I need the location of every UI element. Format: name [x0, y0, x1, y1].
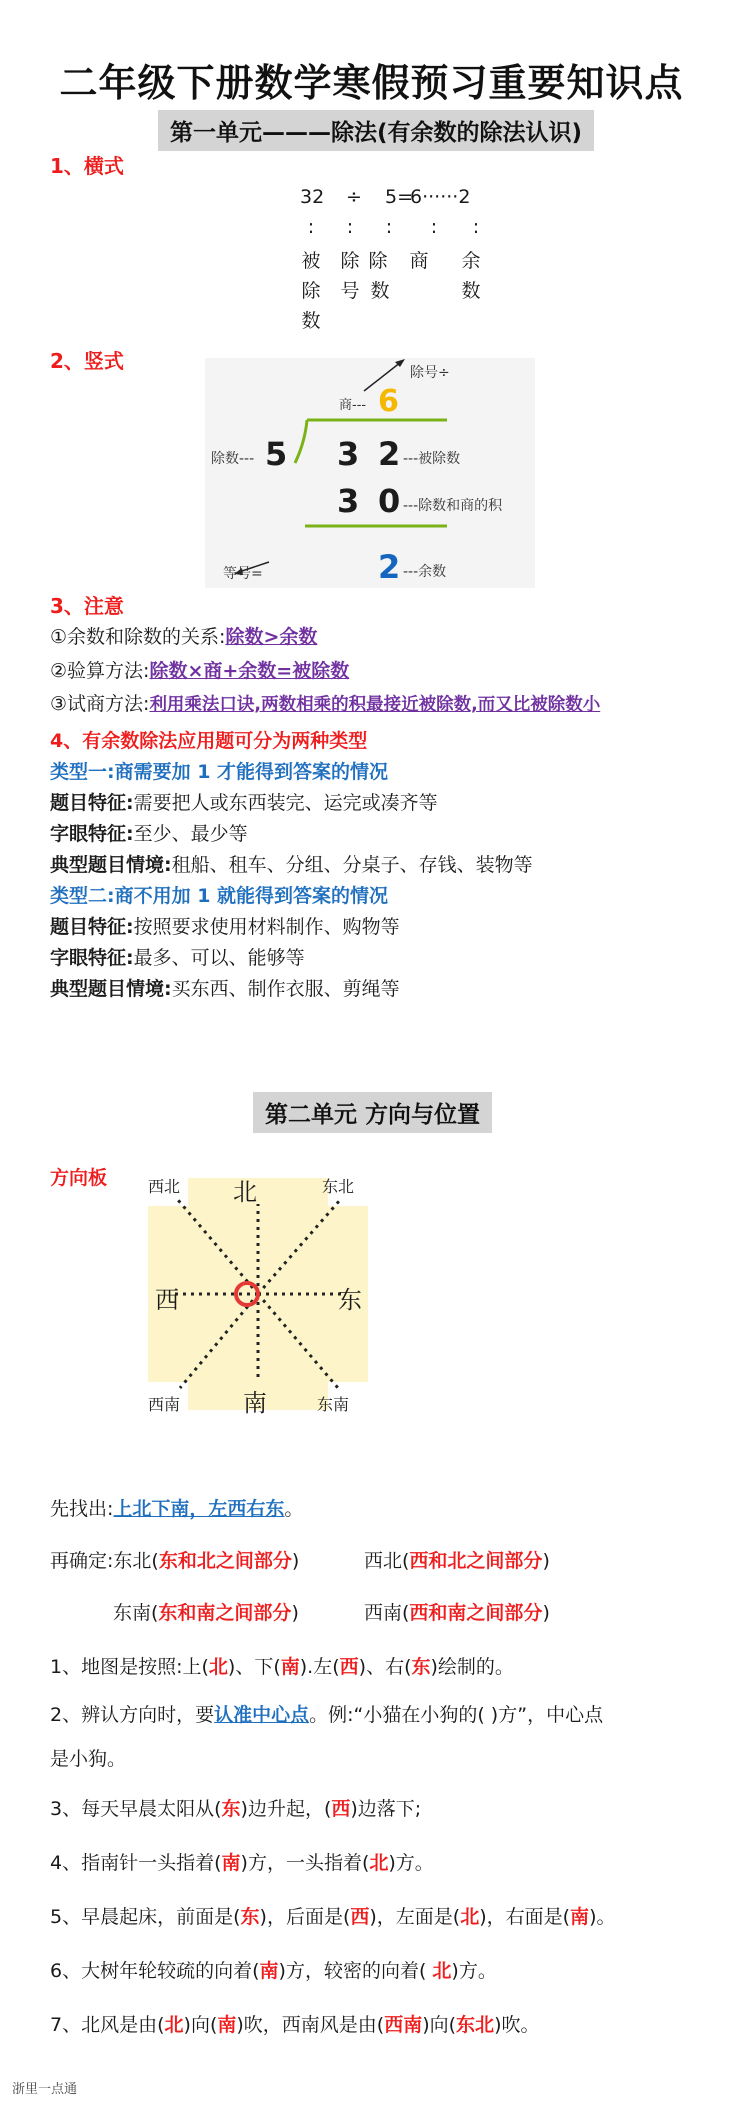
- term-label: 除: [340, 250, 360, 272]
- question-5: [50, 1902, 615, 1929]
- section-vertical-heading: 2、竖式: [50, 349, 124, 373]
- eq-divisor: 5=: [385, 186, 414, 208]
- note-value: 利用乘法口诀,两数相乘的积最接近被除数,而又比被除数小: [149, 695, 601, 715]
- question-text: )向(: [183, 2014, 218, 2036]
- answer: 北: [432, 1960, 452, 1982]
- answer: 北: [164, 2014, 184, 2036]
- vertical-division-diagram: [205, 358, 535, 588]
- rule-label: 东南(: [113, 1602, 159, 1624]
- rule-value: 东和北之间部分: [158, 1550, 292, 1572]
- note-remainder-rule: [50, 622, 317, 649]
- term-label: 商: [409, 250, 429, 272]
- type1-title: 类型一:商需要加 1 才能得到答案的情况: [50, 761, 389, 783]
- rule-value: 东和南之间部分: [158, 1602, 292, 1624]
- question-text: )方。: [451, 1960, 497, 1982]
- question-text: )，左面是(: [369, 1906, 461, 1928]
- direction-board-title: 方向板: [50, 1167, 108, 1189]
- equals-label: 等号=: [223, 566, 263, 582]
- rule-value: 西和南之间部分: [409, 1602, 543, 1624]
- quotient-label: 商---: [339, 398, 367, 413]
- field-label: 典型题目情境:: [50, 854, 172, 876]
- question-text: ).左(: [299, 1656, 340, 1678]
- question-1: [50, 1652, 514, 1679]
- field-value: 最多、可以、能够等: [133, 947, 305, 969]
- question-text: 1、地图是按照:上(: [50, 1656, 209, 1678]
- type1-keyword: [50, 819, 248, 846]
- question-text: )边落下;: [350, 1798, 422, 1820]
- question-text: 4、指南针一头指着(: [50, 1852, 222, 1874]
- question-text: )方。: [388, 1852, 434, 1874]
- rule-label: 西北(: [364, 1550, 410, 1572]
- field-label: 题目特征:: [50, 916, 134, 938]
- field-label: 题目特征:: [50, 792, 134, 814]
- answer: 南: [280, 1656, 300, 1678]
- field-value: 按照要求使用材料制作、购物等: [133, 916, 400, 938]
- rule-suffix: ): [291, 1602, 299, 1624]
- type2-keyword: [50, 943, 305, 970]
- rule-label: 先找出:: [50, 1498, 114, 1520]
- note-label: ②验算方法:: [50, 660, 150, 682]
- divisor-label: 除数---: [211, 451, 255, 467]
- direction-southeast: 东南: [317, 1395, 350, 1414]
- question-2: [50, 1700, 603, 1727]
- section-horizontal-heading: 1、横式: [50, 154, 124, 178]
- term-label: 除: [301, 280, 321, 302]
- question-text: )吹，西南风是由(: [236, 2014, 385, 2036]
- note-value: 除数×商+余数=被除数: [149, 660, 350, 682]
- direction-west: 西: [155, 1286, 179, 1314]
- type1-scene: [50, 850, 533, 877]
- answer: 南: [259, 1960, 279, 1982]
- direction-northeast: 东北: [322, 1177, 355, 1196]
- answer: 南: [217, 2014, 237, 2036]
- answer: 认准中心点: [214, 1704, 310, 1726]
- rule-suffix: ): [542, 1602, 550, 1624]
- answer: 南: [570, 1906, 590, 1928]
- note-label: ①余数和除数的关系:: [50, 626, 226, 648]
- colon-mark: :: [385, 216, 393, 238]
- question-3: [50, 1794, 421, 1821]
- question-text: )方，较密的向着(: [278, 1960, 433, 1982]
- question-text: )向(: [422, 2014, 457, 2036]
- field-value: 买东西、制作衣服、剪绳等: [171, 978, 400, 1000]
- section-notes-heading: 3、注意: [50, 594, 124, 618]
- answer: 西南: [384, 2014, 423, 2036]
- section-word-problems-heading: 4、有余数除法应用题可分为两种类型: [50, 730, 368, 752]
- question-2-continued: 是小狗。: [50, 1748, 127, 1770]
- question-text: )，右面是(: [479, 1906, 571, 1928]
- answer: 北: [460, 1906, 480, 1928]
- term-label: 除: [368, 250, 388, 272]
- divisor-digit: 5: [265, 435, 288, 473]
- remainder-digit: 2: [378, 548, 401, 586]
- question-text: )边升起，(: [240, 1798, 332, 1820]
- colon-mark: :: [430, 216, 438, 238]
- question-text: )，后面是(: [259, 1906, 351, 1928]
- term-label: 余: [461, 250, 481, 272]
- question-text: 7、北风是由(: [50, 2014, 165, 2036]
- divide-sign-label: 除号÷: [410, 365, 450, 381]
- eq-quotient-remainder: 6······2: [410, 186, 471, 208]
- rule-value: 上北下南，左西右东: [113, 1498, 285, 1520]
- colon-mark: :: [307, 216, 315, 238]
- eq-dividend: 32: [300, 186, 325, 208]
- confirm-northeast: [50, 1546, 299, 1573]
- note-value: 除数>余数: [225, 626, 318, 648]
- unit2-heading: 第二单元 方向与位置: [253, 1092, 492, 1133]
- page-title: 二年级下册数学寒假预习重要知识点: [59, 61, 684, 105]
- rule-label: 再确定:东北(: [50, 1550, 159, 1572]
- field-value: 租船、租车、分组、分桌子、存钱、装物等: [171, 854, 533, 876]
- confirm-northwest: [364, 1546, 550, 1573]
- colon-mark: :: [346, 216, 354, 238]
- term-label: 数: [301, 310, 321, 332]
- dividend-label: ---被除数: [403, 451, 461, 467]
- answer: 西: [331, 1798, 351, 1820]
- direction-northwest: 西北: [148, 1177, 181, 1196]
- term-label: 号: [340, 280, 360, 302]
- rule-suffix: ): [542, 1550, 550, 1572]
- watermark: 浙里一点通: [12, 2082, 78, 2097]
- type2-scene: [50, 974, 400, 1001]
- answer: 西: [339, 1656, 359, 1678]
- note-trial-quotient: [50, 689, 600, 716]
- confirm-southeast: [113, 1598, 299, 1625]
- unit1-heading: 第一单元———除法(有余数的除法认识): [158, 110, 594, 151]
- field-value: 需要把人或东西装完、运完或凑齐等: [133, 792, 438, 814]
- note-check-method: [50, 656, 349, 683]
- note-label: ③试商方法:: [50, 693, 150, 715]
- question-text: 6、大树年轮较疏的向着(: [50, 1960, 260, 1982]
- question-text: )、下(: [227, 1656, 281, 1678]
- question-7: [50, 2010, 539, 2037]
- answer: 北: [369, 1852, 389, 1874]
- product-digit: 0: [378, 482, 401, 520]
- dividend-digit: 2: [378, 435, 401, 473]
- field-value: 至少、最少等: [133, 823, 248, 845]
- answer: 北: [208, 1656, 228, 1678]
- quotient-digit: 6: [378, 384, 399, 419]
- question-text: )。: [589, 1906, 616, 1928]
- question-text: )吹。: [494, 2014, 540, 2036]
- dividend-digit: 3: [337, 435, 360, 473]
- type1-feature: [50, 788, 438, 815]
- direction-board: [140, 1170, 375, 1418]
- question-text: 3、每天早晨太阳从(: [50, 1798, 222, 1820]
- eq-divide-sign: ÷: [346, 186, 362, 208]
- term-label: 数: [461, 280, 481, 302]
- term-label: 数: [370, 280, 390, 302]
- question-text: )、右(: [358, 1656, 412, 1678]
- rule-suffix: 。: [284, 1498, 304, 1520]
- type2-title: 类型二:商不用加 1 就能得到答案的情况: [50, 885, 389, 907]
- rule-value: 西和北之间部分: [409, 1550, 543, 1572]
- field-label: 字眼特征:: [50, 823, 134, 845]
- answer: 东: [411, 1656, 431, 1678]
- remainder-label: ---余数: [403, 564, 447, 580]
- find-rule: [50, 1494, 303, 1521]
- question-text: )绘制的。: [430, 1656, 514, 1678]
- confirm-southwest: [364, 1598, 550, 1625]
- question-text: )方，一头指着(: [240, 1852, 370, 1874]
- answer: 东: [221, 1798, 241, 1820]
- answer: 西: [350, 1906, 370, 1928]
- division-bracket-graphic: [205, 358, 535, 588]
- question-text: 5、早晨起床，前面是(: [50, 1906, 241, 1928]
- question-6: [50, 1956, 497, 1983]
- question-text: 2、辨认方向时，要: [50, 1704, 215, 1726]
- direction-southwest: 西南: [148, 1395, 181, 1414]
- answer: 东北: [456, 2014, 495, 2036]
- rule-suffix: ): [291, 1550, 300, 1572]
- question-text: 。例:“小猫在小狗的( )方”，中心点: [309, 1704, 604, 1726]
- product-digit: 3: [337, 482, 360, 520]
- direction-east: 东: [338, 1286, 362, 1314]
- direction-north: 北: [233, 1178, 257, 1206]
- type2-feature: [50, 912, 400, 939]
- direction-south: 南: [243, 1389, 267, 1417]
- term-label: 被: [301, 250, 321, 272]
- answer: 东: [240, 1906, 260, 1928]
- rule-label: 西南(: [364, 1602, 410, 1624]
- product-label: ---除数和商的积: [403, 498, 503, 514]
- answer: 南: [221, 1852, 241, 1874]
- field-label: 典型题目情境:: [50, 978, 172, 1000]
- question-4: [50, 1848, 434, 1875]
- field-label: 字眼特征:: [50, 947, 134, 969]
- colon-mark: :: [472, 216, 480, 238]
